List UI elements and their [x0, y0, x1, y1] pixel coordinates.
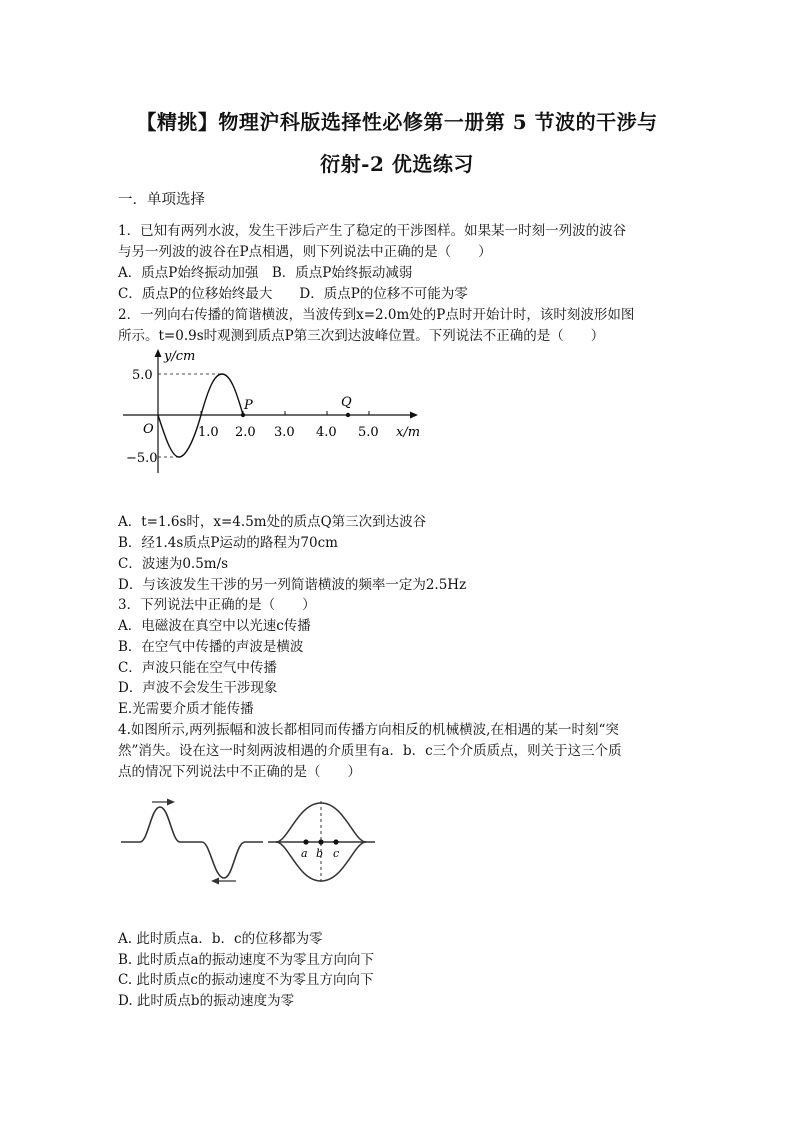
- origin-label: O: [143, 422, 154, 437]
- left-arrow-icon: [211, 878, 219, 885]
- q2-option-c: C．波速为0.5m/s: [118, 556, 229, 572]
- right-arrow-icon: [167, 799, 175, 806]
- q4-stem-line-2: 然”消失。设在这一时刻两波相遇的介质里有a．b．c三个介质质点，则关于这三个质: [118, 743, 622, 759]
- x-tick-label-4: 4.0: [316, 425, 337, 440]
- y-axis-arrow: [155, 349, 162, 357]
- point-q-label: Q: [341, 395, 352, 410]
- particle-a: [303, 839, 308, 844]
- q2-option-d: D．与该波发生干涉的另一列简谐横波的频率一定为2.5Hz: [118, 577, 467, 593]
- q4-option-a: A. 此时质点a．b．c的位移都为零: [118, 931, 323, 947]
- particle-c: [333, 839, 338, 844]
- q2-option-b: B．经1.4s质点P运动的路程为70cm: [118, 535, 338, 551]
- label-c: c: [333, 847, 340, 860]
- q3-option-c: C．声波只能在空气中传播: [118, 660, 277, 676]
- page-title-line-2: 衍射-2 优选练习: [320, 152, 474, 176]
- point-p-marker: [241, 413, 245, 417]
- particle-b: [318, 839, 323, 844]
- page-title-line-1: 【精挑】物理沪科版选择性必修第一册第 5 节波的干涉与: [136, 110, 658, 134]
- approaching-waves: [121, 807, 263, 878]
- q4-option-b: B. 此时质点a的振动速度不为零且方向向下: [118, 952, 375, 968]
- q1-options-cd: C．质点P的位移始终最大 D．质点P的位移不可能为零: [118, 286, 468, 302]
- x-axis-arrow: [410, 412, 418, 419]
- x-tick-label-5: 5.0: [358, 425, 379, 440]
- q3-option-d: D．声波不会发生干涉现象: [118, 680, 278, 696]
- q2-stem-line-1: 2．一列向右传播的简谐横波，当波传到x=2.0m处的P点时开始计时，该时刻波形如图: [118, 307, 635, 323]
- q4-option-c: C. 此时质点c的振动速度不为零且方向向下: [118, 972, 374, 988]
- y-tick-label-pos: 5.0: [132, 368, 153, 383]
- q2-option-a: A．t=1.6s时，x=4.5m处的质点Q第三次到达波谷: [118, 514, 427, 530]
- y-axis-label: y/cm: [164, 349, 196, 364]
- label-a: a: [301, 847, 308, 860]
- q2-stem-line-2: 所示。t=0.9s时观测到质点P第三次到达波峰位置。下列说法不正确的是（ ）: [118, 328, 605, 344]
- q3-option-b: B．在空气中传播的声波是横波: [118, 639, 304, 655]
- q2-wave-graph: [118, 345, 438, 475]
- x-tick-label-1: 1.0: [198, 425, 219, 440]
- q3-option-a: A．电磁波在真空中以光速c传播: [118, 618, 311, 634]
- point-p-label: P: [244, 398, 253, 413]
- q3-option-e: E.光需要介质才能传播: [118, 701, 254, 717]
- section-heading: 一．单项选择: [118, 192, 205, 208]
- x-axis-label: x/m: [396, 425, 421, 440]
- q4-wave-figure: [118, 795, 383, 890]
- q1-options-ab: A．质点P始终振动加强 B．质点P始终振动减弱: [118, 265, 413, 281]
- q4-stem-line-3: 点的情况下列说法中不正确的是（ ）: [118, 764, 361, 780]
- q3-stem: 3．下列说法中正确的是（ ）: [118, 597, 316, 613]
- x-tick-label-3: 3.0: [274, 425, 295, 440]
- q1-stem-line-1: 1．已知有两列水波，发生干涉后产生了稳定的干涉图样。如果某一时刻一列波的波谷: [118, 223, 627, 239]
- q4-option-d: D. 此时质点b的振动速度为零: [118, 993, 295, 1009]
- x-tick-label-2: 2.0: [235, 425, 256, 440]
- q4-stem-line-1: 4.如图所示,两列振幅和波长都相同而传播方向相反的机械横波,在相遇的某一时刻“突: [118, 722, 619, 738]
- point-q-marker: [346, 413, 350, 417]
- y-tick-label-neg: −5.0: [126, 451, 158, 466]
- q1-stem-line-2: 与另一列波的波谷在P点相遇，则下列说法中正确的是（ ）: [118, 244, 492, 260]
- label-b: b: [316, 847, 324, 860]
